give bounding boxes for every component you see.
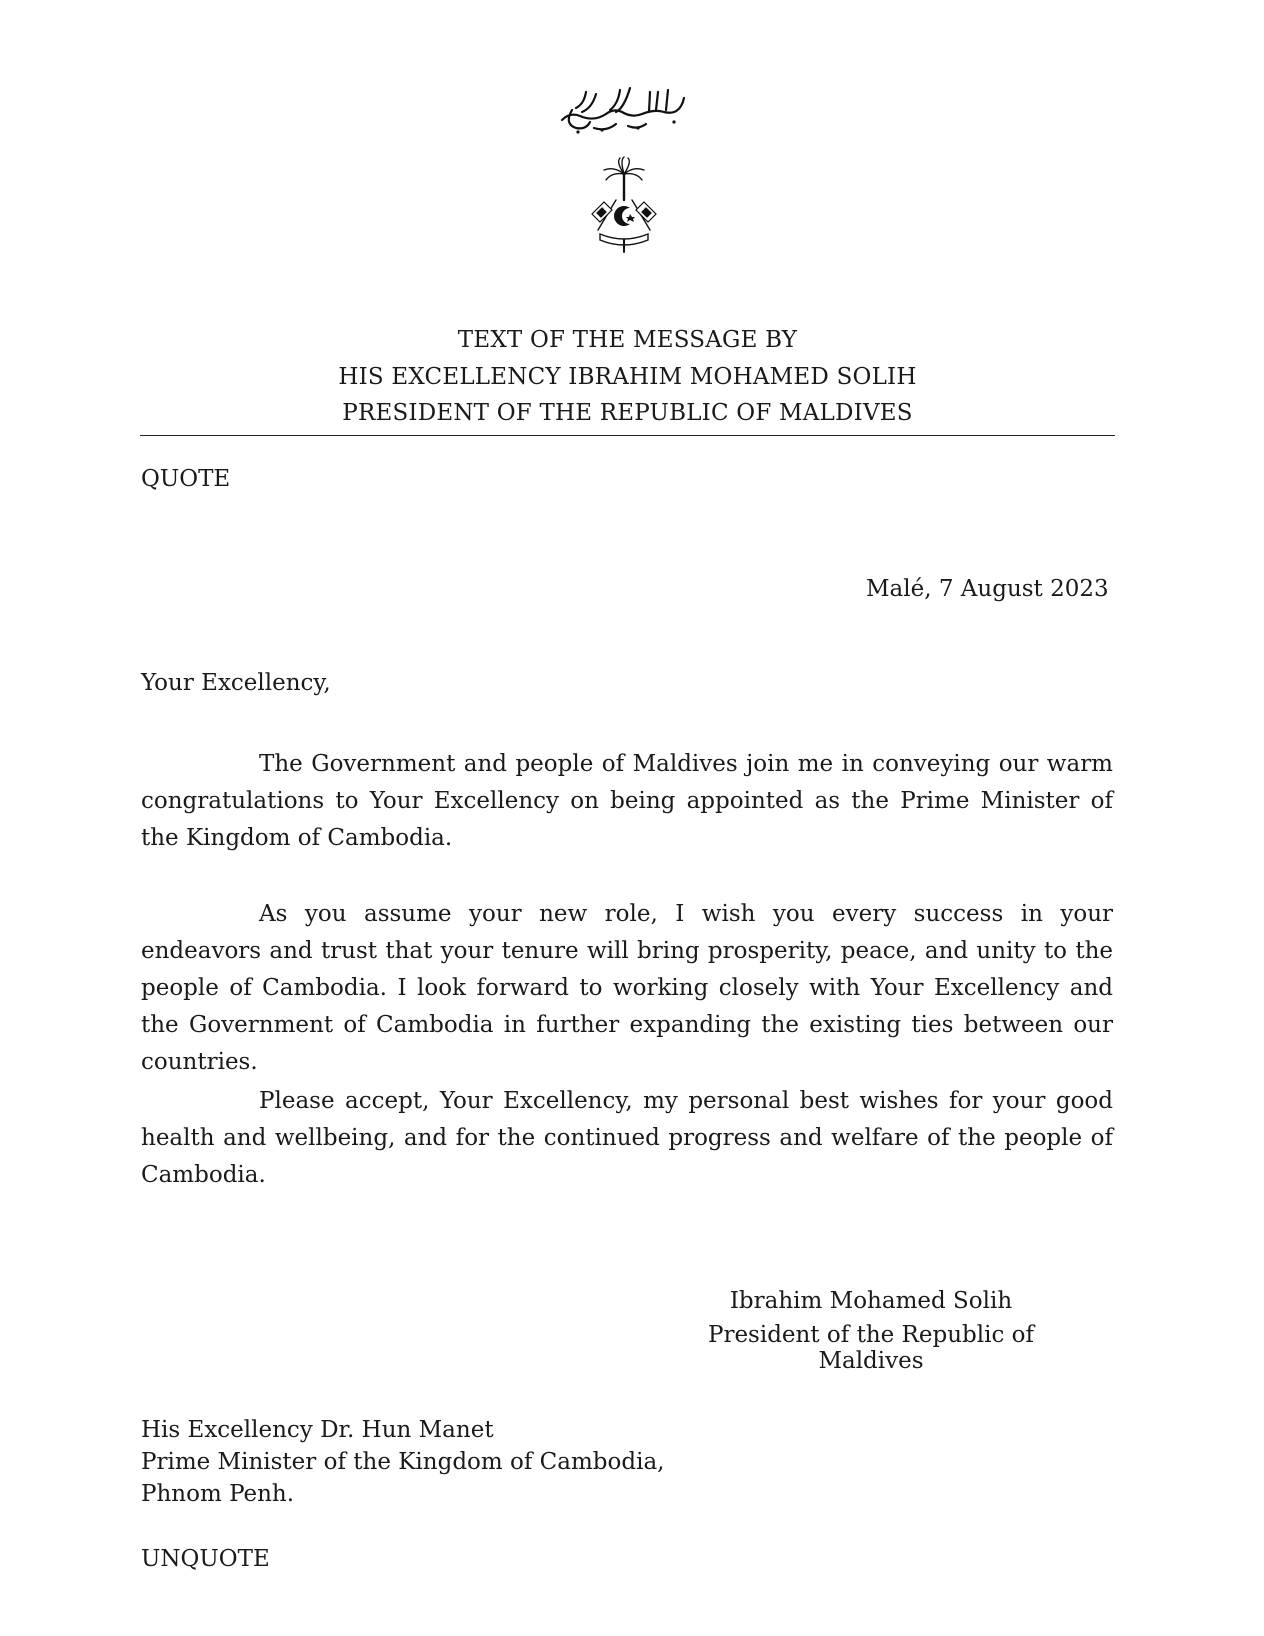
bismillah-calligraphy: [556, 84, 690, 136]
heading-line-3: PRESIDENT OF THE REPUBLIC OF MALDIVES: [342, 400, 913, 426]
salutation: Your Excellency,: [141, 670, 331, 696]
addressee-line-3: Phnom Penh.: [141, 1481, 295, 1507]
signatory-name: Ibrahim Mohamed Solih: [729, 1288, 1013, 1314]
paragraph-2: As you assume your new role, I wish you every success in your endeavors and trust that your tenure will bring prosperity, peace, and unity to the people of Cambodia. I look forward to working closely with Your Excellency and the Government of Cambodia in further expanding the existing ties between our countries.: [141, 901, 1113, 1075]
heading-divider: [140, 435, 1115, 436]
quote-close: UNQUOTE: [141, 1546, 270, 1572]
heading-line-1: TEXT OF THE MESSAGE BY: [457, 327, 798, 353]
date-line: Malé, 7 August 2023: [866, 576, 1109, 602]
maldives-state-emblem-icon: [578, 156, 670, 256]
signatory-title: President of the Republic of Maldives: [707, 1322, 1035, 1374]
addressee-line-2: Prime Minister of the Kingdom of Cambodia,: [141, 1449, 665, 1475]
paragraph-3: Please accept, Your Excellency, my personal best wishes for your good health and wellbeing, and for the continued progress and welfare of the people of Cambodia.: [141, 1088, 1113, 1188]
addressee-line-1: His Excellency Dr. Hun Manet: [141, 1417, 494, 1443]
quote-open: QUOTE: [141, 466, 231, 492]
heading-line-2: HIS EXCELLENCY IBRAHIM MOHAMED SOLIH: [338, 364, 917, 390]
paragraph-1: The Government and people of Maldives join me in conveying our warm congratulations to Your Excellency on being appointed as the Prime Minister of the Kingdom of Cambodia.: [141, 751, 1113, 851]
